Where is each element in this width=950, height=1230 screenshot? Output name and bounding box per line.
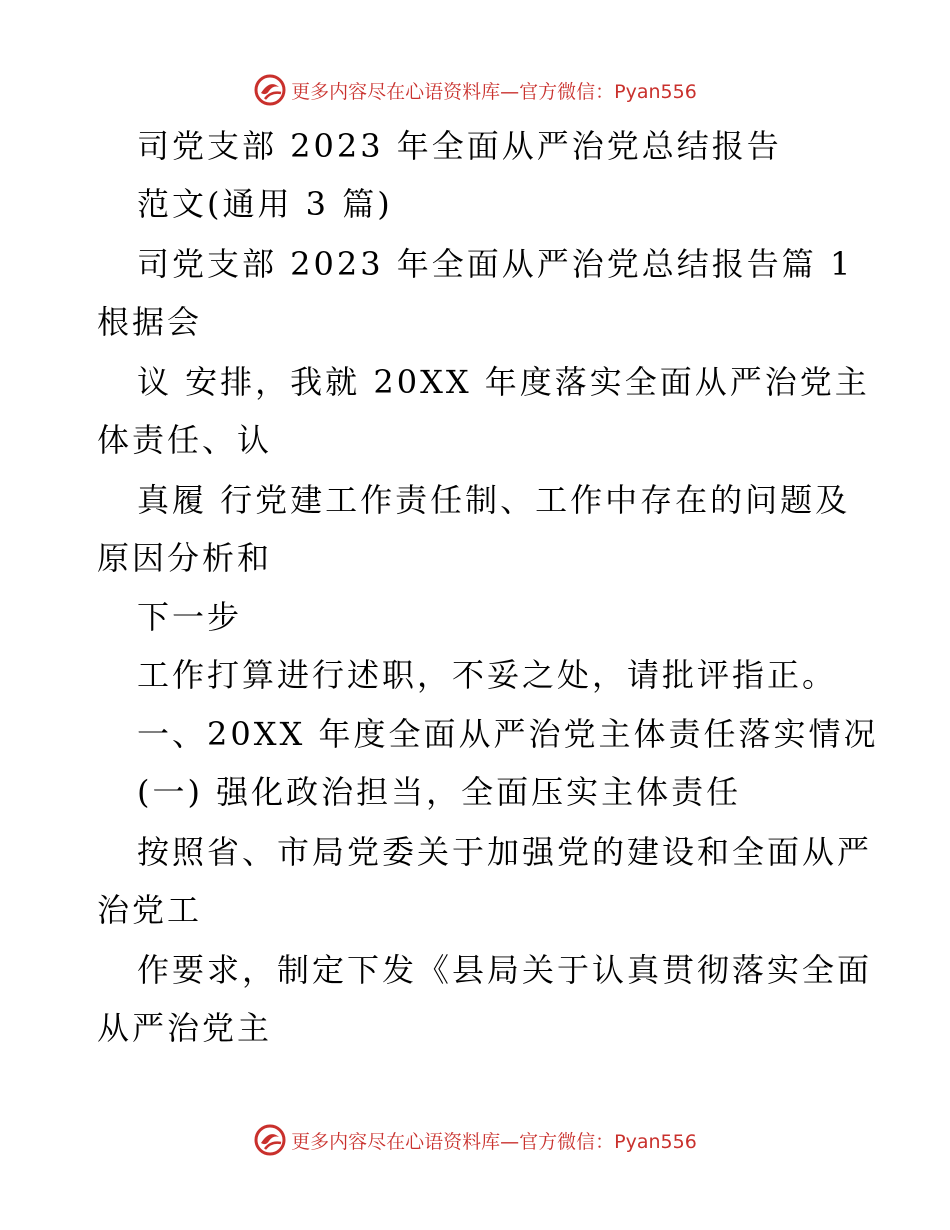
doc-line-11: 一、20XX 年度全面从严治党主体责任落实情况 [137,715,879,753]
doc-line-7: 真履 行党建工作责任制、工作中存在的问题及 [137,481,851,519]
doc-line-10: 工作打算进行述职，不妥之处，请批评指正。 [137,656,838,694]
red-swirl-logo-icon [253,1123,287,1157]
header-banner [0,70,950,110]
doc-line-3: 司党支部 2023 年全面从严治党总结报告篇 1 [137,245,854,283]
footer-banner-inner [253,1123,697,1157]
footer-banner-text: 更多内容尽在心语资料库—官方微信：Pyan556 [291,1130,697,1153]
doc-line-16: 从严治党主 [97,1009,273,1047]
red-swirl-logo-icon [253,73,287,107]
doc-line-13: 按照省、市局党委关于加强党的建设和全面从严 [137,833,873,871]
footer-banner [0,1120,950,1160]
doc-line-5: 议 安排，我就 20XX 年度落实全面从严治党主 [137,363,870,401]
doc-line-15: 作要求，制定下发《县局关于认真贯彻落实全面 [137,951,873,989]
doc-line-4: 根据会 [97,303,203,341]
doc-line-title-2: 范文(通用 3 篇) [137,185,393,223]
doc-line-title-1: 司党支部 2023 年全面从严治党总结报告 [137,127,782,165]
doc-line-6: 体责任、认 [97,421,273,459]
header-banner-inner [253,73,697,107]
doc-line-9: 下一步 [137,598,243,636]
doc-line-14: 治党工 [97,891,203,929]
doc-line-12: (一) 强化政治担当，全面压实主体责任 [137,773,742,811]
header-banner-text: 更多内容尽在心语资料库—官方微信：Pyan556 [291,80,697,103]
doc-line-8: 原因分析和 [97,539,273,577]
